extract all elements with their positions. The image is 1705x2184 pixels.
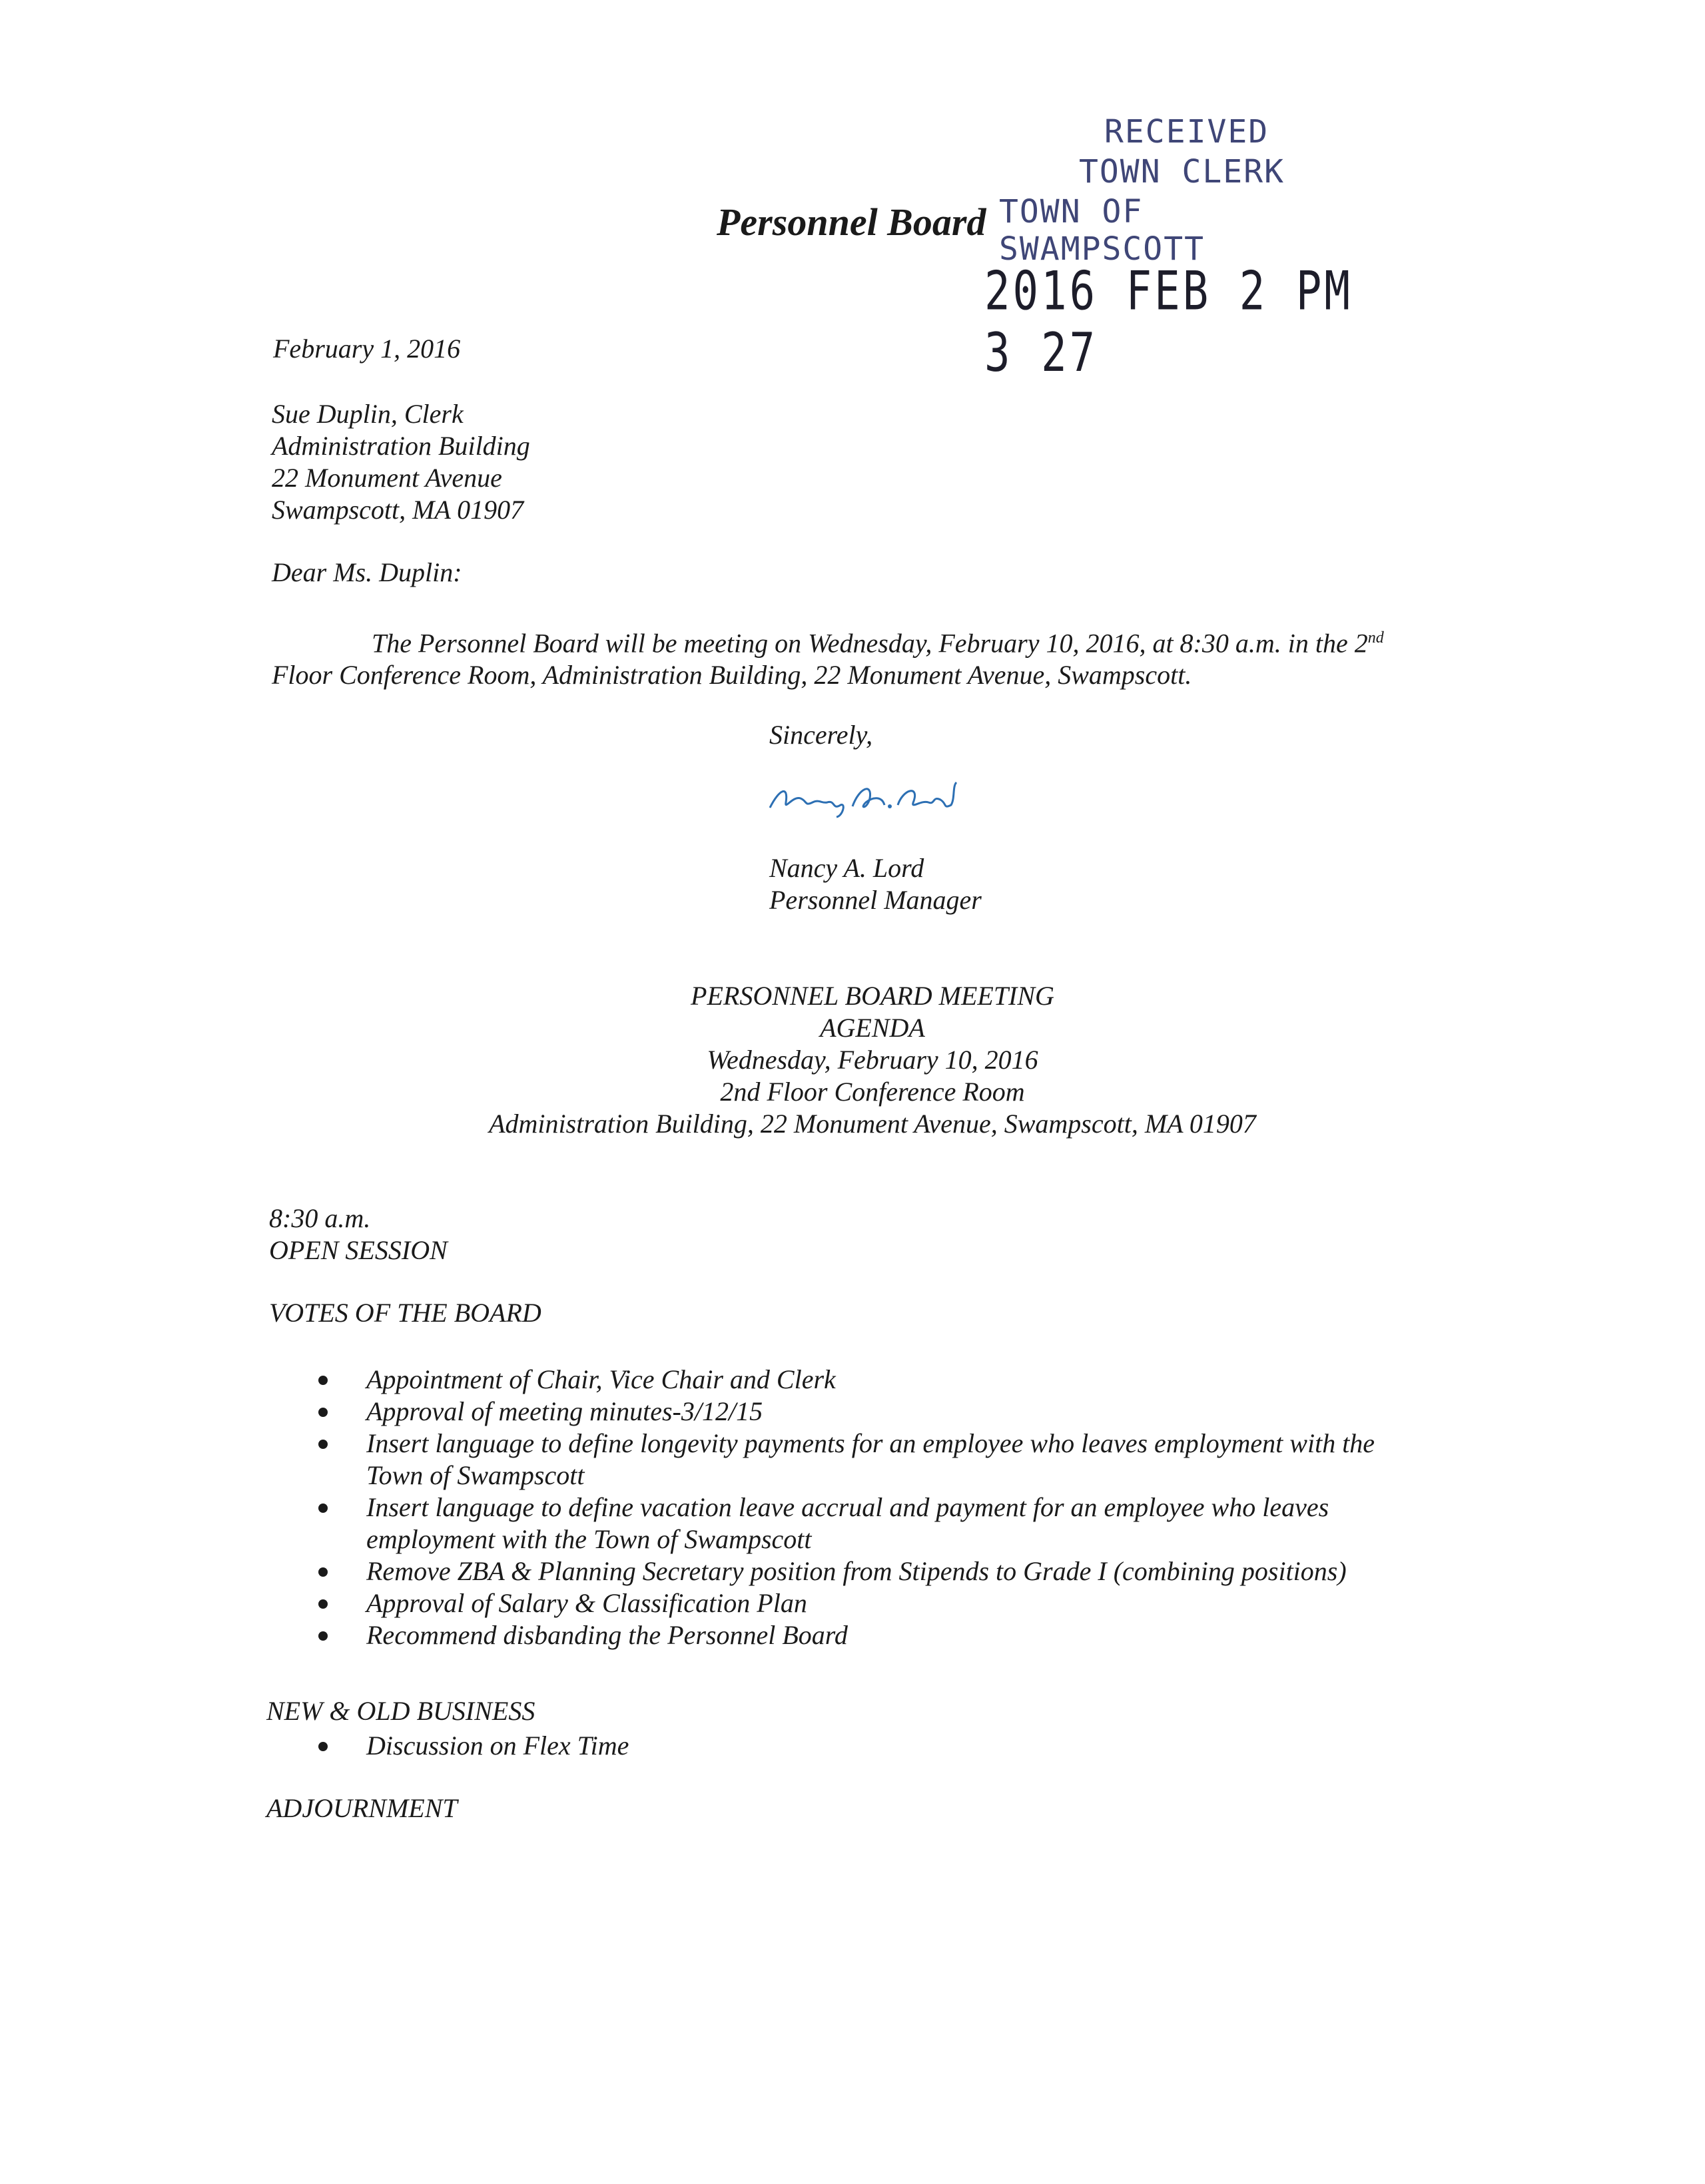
recipient-name: Sue Duplin, Clerk	[272, 399, 464, 429]
list-item: Discussion on Flex Time	[366, 1730, 629, 1762]
votes-heading: VOTES OF THE BOARD	[269, 1298, 541, 1328]
stamp-line-datetime: 2016 FEB 2 PM 3 27	[984, 261, 1353, 384]
recipient-address-line: Swampscott, MA 01907	[272, 495, 524, 525]
agenda-heading: PERSONNEL BOARD MEETING	[691, 981, 1054, 1011]
bullet-icon	[318, 1631, 328, 1641]
signer-block	[769, 852, 982, 916]
stamp-line-town-clerk: TOWN CLERK	[1079, 153, 1285, 190]
agenda-room: 2nd Floor Conference Room	[720, 1077, 1025, 1107]
letter-body-line2: Floor Conference Room, Administration Building, 22 Monument Avenue, Swampscott.	[272, 660, 1192, 690]
bullet-icon	[318, 1408, 328, 1417]
bullet-icon	[318, 1567, 328, 1577]
agenda-subheading: AGENDA	[820, 1013, 925, 1043]
list-item: Insert language to define vacation leave accrual and payment for an employee who leaves employment with the Town of Swampscott	[366, 1492, 1375, 1555]
list-item: Insert language to define longevity payments for an employee who leaves employment with the Town of Swampscott	[366, 1428, 1375, 1492]
letter-date: February 1, 2016	[273, 334, 461, 364]
closing: Sincerely,	[769, 720, 873, 750]
letter-body-line1: The Personnel Board will be meeting on Wednesday, February 10, 2016, at 8:30 a.m. in the 2	[372, 628, 1368, 659]
adjournment-heading: ADJOURNMENT	[266, 1793, 458, 1823]
recipient-address-line: Administration Building	[272, 431, 530, 461]
bullet-icon	[318, 1440, 328, 1449]
stamp-line-town: TOWN OF SWAMPSCOTT	[999, 193, 1205, 268]
bullet-icon	[318, 1599, 328, 1609]
session-block	[269, 1203, 448, 1266]
signature-image	[766, 776, 959, 822]
page-title: Personnel Board	[717, 200, 986, 244]
received-stamp	[979, 107, 1359, 384]
list-item: Approval of Salary & Classification Plan	[366, 1587, 1375, 1619]
agenda-header	[453, 980, 1292, 1140]
letter-body	[272, 622, 1457, 691]
agenda-date: Wednesday, February 10, 2016	[707, 1045, 1038, 1075]
agenda-time: 8:30 a.m.	[269, 1203, 371, 1233]
ordinal-suffix: nd	[1367, 629, 1384, 647]
list-item: Approval of meeting minutes-3/12/15	[366, 1396, 1375, 1428]
signer-name: Nancy A. Lord	[769, 853, 924, 883]
list-item: Recommend disbanding the Personnel Board	[366, 1619, 1375, 1651]
bullet-icon	[318, 1742, 328, 1751]
recipient-address-line: 22 Monument Avenue	[272, 463, 502, 493]
signer-title: Personnel Manager	[769, 885, 982, 915]
bullet-icon	[318, 1503, 328, 1513]
business-list	[366, 1730, 629, 1762]
open-session-heading: OPEN SESSION	[269, 1235, 448, 1265]
recipient-address	[272, 398, 530, 526]
stamp-line-received: RECEIVED	[1104, 113, 1269, 150]
list-item: Appointment of Chair, Vice Chair and Clerk	[366, 1364, 1375, 1396]
agenda-address: Administration Building, 22 Monument Avenue, Swampscott, MA 01907	[489, 1109, 1256, 1139]
business-heading: NEW & OLD BUSINESS	[266, 1696, 535, 1726]
bullet-icon	[318, 1376, 328, 1385]
salutation: Dear Ms. Duplin:	[272, 557, 462, 587]
list-item: Remove ZBA & Planning Secretary position from Stipends to Grade I (combining positions)	[366, 1555, 1375, 1587]
votes-list	[366, 1364, 1375, 1651]
